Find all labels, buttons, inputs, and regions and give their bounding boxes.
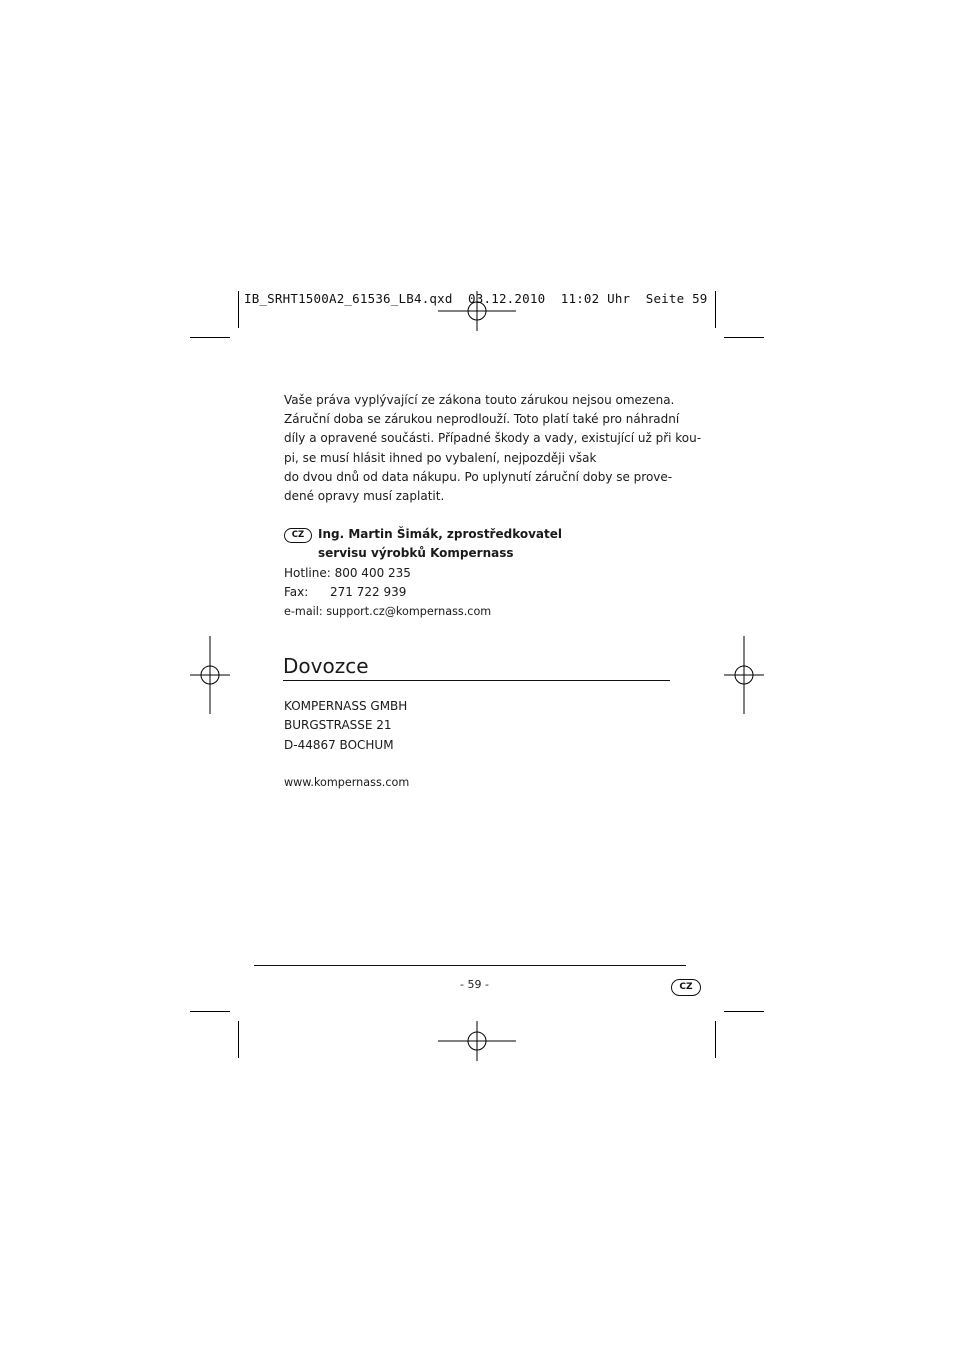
service-name: servisu výrobků Kompernass [318, 546, 514, 561]
registration-mark-icon [438, 291, 516, 331]
service-center [284, 525, 562, 563]
address-line: KOMPERNASS GMBH [284, 699, 408, 713]
crop-mark [238, 291, 239, 328]
address-line: D-44867 BOCHUM [284, 737, 394, 752]
print-slug: IB_SRHT1500A2_61536_LB4.qxd 03.12.2010 11:02 Uhr Seite 59 [244, 291, 708, 306]
registration-mark-icon [438, 1021, 516, 1061]
service-name: Ing. Martin Šimák, zprostředkovatel [318, 527, 563, 541]
registration-mark-icon [724, 636, 764, 714]
fax-number: 271 722 939 [330, 585, 407, 600]
country-badge: CZ [671, 979, 701, 996]
paragraph-line: dené opravy musí zaplatit. [284, 489, 445, 504]
crop-mark [715, 291, 716, 328]
crop-mark [724, 1011, 764, 1012]
crop-mark [190, 1011, 230, 1012]
page-number: - 59 - [460, 978, 489, 991]
fax-label: Fax: [284, 585, 309, 600]
paragraph-line: Záruční doba se zárukou neprodlouží. Toto platí také pro náhradní [284, 412, 680, 427]
paragraph-line: do dvou dnů od data nákupu. Po uplynutí záruční doby se prove- [284, 469, 673, 484]
website: www.kompernass.com [284, 776, 410, 789]
section-heading: Dovozce [283, 653, 670, 681]
fax [284, 583, 491, 602]
paragraph-line: Vaše práva vyplývající ze zákona touto zárukou nejsou omezena. [284, 393, 675, 407]
paragraph-line: díly a opravené součásti. Případné škody a vady, existující už při kou- [284, 431, 702, 446]
address-line: BURGSTRASSE 21 [284, 718, 392, 733]
crop-mark [190, 337, 230, 338]
service-contact [284, 564, 491, 622]
hotline: Hotline: 800 400 235 [284, 566, 411, 580]
crop-mark [724, 337, 764, 338]
paragraph-line: pi, se musí hlásit ihned po vybalení, nejpozději však [284, 450, 597, 465]
warranty-paragraph [284, 391, 702, 506]
crop-mark [715, 1021, 716, 1058]
crop-mark [238, 1021, 239, 1058]
email: e-mail: support.cz@kompernass.com [284, 605, 492, 619]
footer-divider [254, 965, 686, 966]
importer-address [284, 697, 407, 755]
country-badge: CZ [284, 528, 312, 543]
registration-mark-icon [190, 636, 230, 714]
